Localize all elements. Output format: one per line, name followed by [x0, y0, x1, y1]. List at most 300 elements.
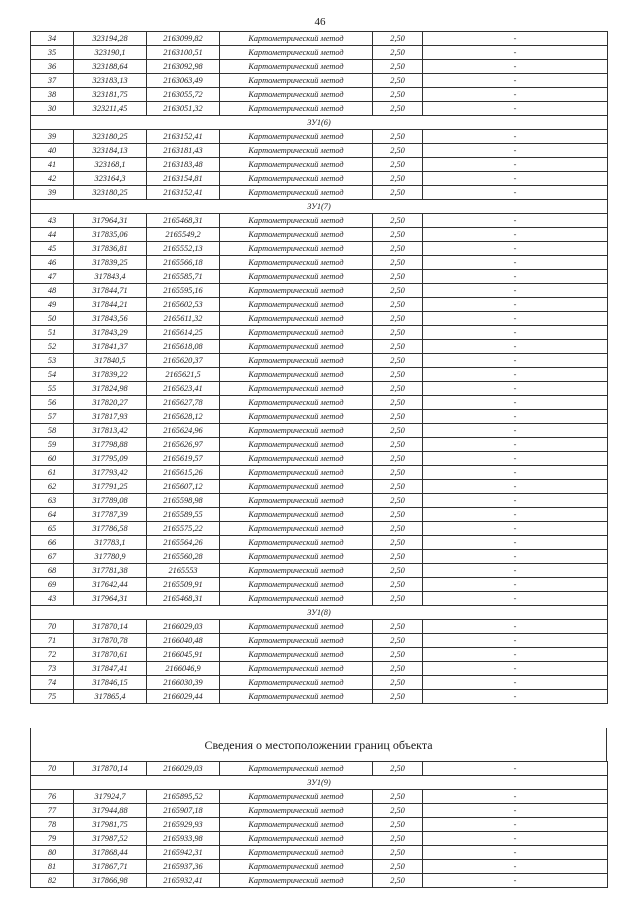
section-row — [31, 776, 608, 790]
point-number-cell: 52 — [31, 340, 74, 354]
y-coordinate-cell: 2165509,91 — [147, 578, 220, 592]
method-cell: Картометрический метод — [220, 818, 373, 832]
table-row — [31, 158, 608, 172]
point-number-cell: 61 — [31, 466, 74, 480]
x-coordinate-cell: 323183,13 — [74, 74, 147, 88]
y-coordinate-cell: 2165620,37 — [147, 354, 220, 368]
note-cell: - — [423, 144, 608, 158]
method-cell: Картометрический метод — [220, 550, 373, 564]
point-number-cell: 60 — [31, 452, 74, 466]
accuracy-cell: 2,50 — [373, 564, 423, 578]
point-number-cell: 67 — [31, 550, 74, 564]
section-label: ЗУ1(9) — [31, 776, 608, 790]
table-row — [31, 578, 608, 592]
note-cell: - — [423, 158, 608, 172]
x-coordinate-cell: 317870,14 — [74, 620, 147, 634]
method-cell: Картометрический метод — [220, 214, 373, 228]
point-number-cell: 76 — [31, 790, 74, 804]
accuracy-cell: 2,50 — [373, 662, 423, 676]
note-cell: - — [423, 818, 608, 832]
accuracy-cell: 2,50 — [373, 790, 423, 804]
x-coordinate-cell: 317843,4 — [74, 270, 147, 284]
point-number-cell: 50 — [31, 312, 74, 326]
note-cell: - — [423, 284, 608, 298]
method-cell: Картометрический метод — [220, 298, 373, 312]
y-coordinate-cell: 2163181,43 — [147, 144, 220, 158]
y-coordinate-cell: 2166029,03 — [147, 620, 220, 634]
accuracy-cell: 2,50 — [373, 578, 423, 592]
method-cell: Картометрический метод — [220, 228, 373, 242]
table-row — [31, 832, 608, 846]
method-cell: Картометрический метод — [220, 410, 373, 424]
y-coordinate-cell: 2165468,31 — [147, 592, 220, 606]
method-cell: Картометрический метод — [220, 860, 373, 874]
y-coordinate-cell: 2165615,26 — [147, 466, 220, 480]
y-coordinate-cell: 2165627,78 — [147, 396, 220, 410]
y-coordinate-cell: 2165932,41 — [147, 874, 220, 888]
table-row — [31, 424, 608, 438]
note-cell: - — [423, 648, 608, 662]
point-number-cell: 68 — [31, 564, 74, 578]
x-coordinate-cell: 323194,28 — [74, 32, 147, 46]
table-row — [31, 592, 608, 606]
method-cell: Картометрический метод — [220, 578, 373, 592]
x-coordinate-cell: 317793,42 — [74, 466, 147, 480]
table-row — [31, 860, 608, 874]
note-cell: - — [423, 480, 608, 494]
table-row — [31, 298, 608, 312]
note-cell: - — [423, 620, 608, 634]
y-coordinate-cell: 2165553 — [147, 564, 220, 578]
method-cell: Картометрический метод — [220, 536, 373, 550]
table-row — [31, 438, 608, 452]
point-number-cell: 45 — [31, 242, 74, 256]
x-coordinate-cell: 323190,1 — [74, 46, 147, 60]
note-cell: - — [423, 214, 608, 228]
x-coordinate-cell: 317835,06 — [74, 228, 147, 242]
x-coordinate-cell: 317846,15 — [74, 676, 147, 690]
y-coordinate-cell: 2165560,28 — [147, 550, 220, 564]
y-coordinate-cell: 2165626,97 — [147, 438, 220, 452]
note-cell: - — [423, 186, 608, 200]
table-row — [31, 144, 608, 158]
method-cell: Картометрический метод — [220, 46, 373, 60]
point-number-cell: 79 — [31, 832, 74, 846]
point-number-cell: 59 — [31, 438, 74, 452]
note-cell: - — [423, 550, 608, 564]
y-coordinate-cell: 2165623,41 — [147, 382, 220, 396]
accuracy-cell: 2,50 — [373, 186, 423, 200]
note-cell: - — [423, 466, 608, 480]
note-cell: - — [423, 228, 608, 242]
section-row — [31, 200, 608, 214]
accuracy-cell: 2,50 — [373, 284, 423, 298]
x-coordinate-cell: 317836,81 — [74, 242, 147, 256]
y-coordinate-cell: 2165607,12 — [147, 480, 220, 494]
note-cell: - — [423, 410, 608, 424]
point-number-cell: 49 — [31, 298, 74, 312]
method-cell: Картометрический метод — [220, 466, 373, 480]
method-cell: Картометрический метод — [220, 396, 373, 410]
x-coordinate-cell: 317924,7 — [74, 790, 147, 804]
point-number-cell: 40 — [31, 144, 74, 158]
accuracy-cell: 2,50 — [373, 158, 423, 172]
method-cell: Картометрический метод — [220, 804, 373, 818]
method-cell: Картометрический метод — [220, 158, 373, 172]
note-cell: - — [423, 354, 608, 368]
method-cell: Картометрический метод — [220, 32, 373, 46]
table-row — [31, 256, 608, 270]
point-number-cell: 56 — [31, 396, 74, 410]
method-cell: Картометрический метод — [220, 662, 373, 676]
method-cell: Картометрический метод — [220, 508, 373, 522]
table-row — [31, 620, 608, 634]
method-cell: Картометрический метод — [220, 256, 373, 270]
point-number-cell: 35 — [31, 46, 74, 60]
y-coordinate-cell: 2165895,52 — [147, 790, 220, 804]
table-row — [31, 648, 608, 662]
point-number-cell: 64 — [31, 508, 74, 522]
method-cell: Картометрический метод — [220, 270, 373, 284]
note-cell: - — [423, 242, 608, 256]
method-cell: Картометрический метод — [220, 676, 373, 690]
y-coordinate-cell: 2166030,39 — [147, 676, 220, 690]
point-number-cell: 75 — [31, 690, 74, 704]
y-coordinate-cell: 2163092,98 — [147, 60, 220, 74]
accuracy-cell: 2,50 — [373, 860, 423, 874]
x-coordinate-cell: 317844,71 — [74, 284, 147, 298]
y-coordinate-cell: 2163100,51 — [147, 46, 220, 60]
method-cell: Картометрический метод — [220, 438, 373, 452]
method-cell: Картометрический метод — [220, 172, 373, 186]
y-coordinate-cell: 2163063,49 — [147, 74, 220, 88]
method-cell: Картометрический метод — [220, 284, 373, 298]
method-cell: Картометрический метод — [220, 382, 373, 396]
table-row — [31, 762, 608, 776]
y-coordinate-cell: 2166040,48 — [147, 634, 220, 648]
x-coordinate-cell: 317843,56 — [74, 312, 147, 326]
section-label: ЗУ1(7) — [31, 200, 608, 214]
accuracy-cell: 2,50 — [373, 102, 423, 116]
y-coordinate-cell: 2165619,57 — [147, 452, 220, 466]
table-row — [31, 874, 608, 888]
method-cell: Картометрический метод — [220, 74, 373, 88]
note-cell: - — [423, 804, 608, 818]
accuracy-cell: 2,50 — [373, 846, 423, 860]
x-coordinate-cell: 317787,39 — [74, 508, 147, 522]
point-number-cell: 69 — [31, 578, 74, 592]
note-cell: - — [423, 762, 608, 776]
x-coordinate-cell: 317981,75 — [74, 818, 147, 832]
x-coordinate-cell: 317844,21 — [74, 298, 147, 312]
x-coordinate-cell: 317987,52 — [74, 832, 147, 846]
table-row — [31, 172, 608, 186]
method-cell: Картометрический метод — [220, 634, 373, 648]
note-cell: - — [423, 690, 608, 704]
table-row — [31, 522, 608, 536]
point-number-cell: 37 — [31, 74, 74, 88]
table-row — [31, 228, 608, 242]
note-cell: - — [423, 676, 608, 690]
y-coordinate-cell: 2166045,91 — [147, 648, 220, 662]
point-number-cell: 57 — [31, 410, 74, 424]
accuracy-cell: 2,50 — [373, 832, 423, 846]
accuracy-cell: 2,50 — [373, 312, 423, 326]
point-number-cell: 30 — [31, 102, 74, 116]
note-cell: - — [423, 312, 608, 326]
accuracy-cell: 2,50 — [373, 32, 423, 46]
point-number-cell: 53 — [31, 354, 74, 368]
table-row — [31, 242, 608, 256]
accuracy-cell: 2,50 — [373, 550, 423, 564]
y-coordinate-cell: 2165618,08 — [147, 340, 220, 354]
accuracy-cell: 2,50 — [373, 144, 423, 158]
method-cell: Картометрический метод — [220, 832, 373, 846]
accuracy-cell: 2,50 — [373, 466, 423, 480]
table-row — [31, 74, 608, 88]
point-number-cell: 51 — [31, 326, 74, 340]
table-row — [31, 46, 608, 60]
note-cell: - — [423, 368, 608, 382]
y-coordinate-cell: 2165621,5 — [147, 368, 220, 382]
x-coordinate-cell: 317798,88 — [74, 438, 147, 452]
x-coordinate-cell: 317813,42 — [74, 424, 147, 438]
point-number-cell: 44 — [31, 228, 74, 242]
accuracy-cell: 2,50 — [373, 592, 423, 606]
accuracy-cell: 2,50 — [373, 382, 423, 396]
x-coordinate-cell: 323211,45 — [74, 102, 147, 116]
x-coordinate-cell: 317870,78 — [74, 634, 147, 648]
method-cell: Картометрический метод — [220, 102, 373, 116]
method-cell: Картометрический метод — [220, 340, 373, 354]
table-row — [31, 452, 608, 466]
x-coordinate-cell: 317867,71 — [74, 860, 147, 874]
table-row — [31, 480, 608, 494]
method-cell: Картометрический метод — [220, 88, 373, 102]
y-coordinate-cell: 2165564,26 — [147, 536, 220, 550]
table-row — [31, 326, 608, 340]
note-cell: - — [423, 60, 608, 74]
accuracy-cell: 2,50 — [373, 88, 423, 102]
note-cell: - — [423, 88, 608, 102]
y-coordinate-cell: 2165907,18 — [147, 804, 220, 818]
note-cell: - — [423, 452, 608, 466]
point-number-cell: 66 — [31, 536, 74, 550]
table-row — [31, 550, 608, 564]
x-coordinate-cell: 317870,61 — [74, 648, 147, 662]
accuracy-cell: 2,50 — [373, 818, 423, 832]
point-number-cell: 63 — [31, 494, 74, 508]
note-cell: - — [423, 536, 608, 550]
x-coordinate-cell: 317786,58 — [74, 522, 147, 536]
y-coordinate-cell: 2165549,2 — [147, 228, 220, 242]
x-coordinate-cell: 317817,93 — [74, 410, 147, 424]
accuracy-cell: 2,50 — [373, 438, 423, 452]
table-row — [31, 270, 608, 284]
point-number-cell: 54 — [31, 368, 74, 382]
table-row — [31, 804, 608, 818]
note-cell: - — [423, 860, 608, 874]
method-cell: Картометрический метод — [220, 620, 373, 634]
note-cell: - — [423, 564, 608, 578]
note-cell: - — [423, 508, 608, 522]
point-number-cell: 55 — [31, 382, 74, 396]
note-cell: - — [423, 424, 608, 438]
point-number-cell: 73 — [31, 662, 74, 676]
x-coordinate-cell: 323184,13 — [74, 144, 147, 158]
accuracy-cell: 2,50 — [373, 242, 423, 256]
x-coordinate-cell: 317843,29 — [74, 326, 147, 340]
method-cell: Картометрический метод — [220, 874, 373, 888]
note-cell: - — [423, 382, 608, 396]
point-number-cell: 34 — [31, 32, 74, 46]
table-row — [31, 662, 608, 676]
x-coordinate-cell: 317781,38 — [74, 564, 147, 578]
y-coordinate-cell: 2166046,9 — [147, 662, 220, 676]
point-number-cell: 42 — [31, 172, 74, 186]
coordinates-table-continuation — [30, 761, 608, 888]
accuracy-cell: 2,50 — [373, 494, 423, 508]
accuracy-cell: 2,50 — [373, 256, 423, 270]
accuracy-cell: 2,50 — [373, 620, 423, 634]
note-cell: - — [423, 298, 608, 312]
x-coordinate-cell: 323168,1 — [74, 158, 147, 172]
accuracy-cell: 2,50 — [373, 46, 423, 60]
y-coordinate-cell: 2166029,44 — [147, 690, 220, 704]
note-cell: - — [423, 172, 608, 186]
table-row — [31, 340, 608, 354]
y-coordinate-cell: 2165937,36 — [147, 860, 220, 874]
note-cell: - — [423, 494, 608, 508]
x-coordinate-cell: 317791,25 — [74, 480, 147, 494]
table-row — [31, 130, 608, 144]
y-coordinate-cell: 2163183,48 — [147, 158, 220, 172]
note-cell: - — [423, 130, 608, 144]
x-coordinate-cell: 317870,14 — [74, 762, 147, 776]
accuracy-cell: 2,50 — [373, 690, 423, 704]
accuracy-cell: 2,50 — [373, 340, 423, 354]
method-cell: Картометрический метод — [220, 564, 373, 578]
point-number-cell: 38 — [31, 88, 74, 102]
y-coordinate-cell: 2165614,25 — [147, 326, 220, 340]
x-coordinate-cell: 323180,25 — [74, 130, 147, 144]
x-coordinate-cell: 317783,1 — [74, 536, 147, 550]
accuracy-cell: 2,50 — [373, 214, 423, 228]
table-row — [31, 102, 608, 116]
table-row — [31, 368, 608, 382]
point-number-cell: 39 — [31, 130, 74, 144]
accuracy-cell: 2,50 — [373, 648, 423, 662]
x-coordinate-cell: 317964,31 — [74, 214, 147, 228]
table-row — [31, 790, 608, 804]
y-coordinate-cell: 2163154,81 — [147, 172, 220, 186]
accuracy-cell: 2,50 — [373, 228, 423, 242]
table-row — [31, 818, 608, 832]
accuracy-cell: 2,50 — [373, 74, 423, 88]
y-coordinate-cell: 2165611,32 — [147, 312, 220, 326]
method-cell: Картометрический метод — [220, 312, 373, 326]
page-number: 46 — [314, 16, 326, 28]
section-label: ЗУ1(8) — [31, 606, 608, 620]
x-coordinate-cell: 317789,08 — [74, 494, 147, 508]
x-coordinate-cell: 317840,5 — [74, 354, 147, 368]
table-row — [31, 382, 608, 396]
point-number-cell: 72 — [31, 648, 74, 662]
y-coordinate-cell: 2163055,72 — [147, 88, 220, 102]
y-coordinate-cell: 2165598,98 — [147, 494, 220, 508]
accuracy-cell: 2,50 — [373, 130, 423, 144]
method-cell: Картометрический метод — [220, 424, 373, 438]
y-coordinate-cell: 2165575,22 — [147, 522, 220, 536]
note-cell: - — [423, 578, 608, 592]
x-coordinate-cell: 323164,3 — [74, 172, 147, 186]
point-number-cell: 41 — [31, 158, 74, 172]
note-cell: - — [423, 522, 608, 536]
point-number-cell: 70 — [31, 762, 74, 776]
method-cell: Картометрический метод — [220, 648, 373, 662]
method-cell: Картометрический метод — [220, 354, 373, 368]
x-coordinate-cell: 323180,25 — [74, 186, 147, 200]
accuracy-cell: 2,50 — [373, 270, 423, 284]
x-coordinate-cell: 317841,37 — [74, 340, 147, 354]
note-cell: - — [423, 790, 608, 804]
y-coordinate-cell: 2165628,12 — [147, 410, 220, 424]
note-cell: - — [423, 592, 608, 606]
accuracy-cell: 2,50 — [373, 424, 423, 438]
x-coordinate-cell: 317824,98 — [74, 382, 147, 396]
point-number-cell: 82 — [31, 874, 74, 888]
table-row — [31, 634, 608, 648]
y-coordinate-cell: 2165566,18 — [147, 256, 220, 270]
method-cell: Картометрический метод — [220, 242, 373, 256]
y-coordinate-cell: 2165468,31 — [147, 214, 220, 228]
section-heading: Сведения о местоположении границ объекта — [30, 728, 607, 762]
y-coordinate-cell: 2163152,41 — [147, 186, 220, 200]
section-row — [31, 116, 608, 130]
accuracy-cell: 2,50 — [373, 874, 423, 888]
point-number-cell: 77 — [31, 804, 74, 818]
y-coordinate-cell: 2165624,96 — [147, 424, 220, 438]
y-coordinate-cell: 2163051,32 — [147, 102, 220, 116]
table-row — [31, 312, 608, 326]
table-row — [31, 284, 608, 298]
y-coordinate-cell: 2165589,55 — [147, 508, 220, 522]
table-row — [31, 396, 608, 410]
method-cell: Картометрический метод — [220, 592, 373, 606]
point-number-cell: 71 — [31, 634, 74, 648]
x-coordinate-cell: 317868,44 — [74, 846, 147, 860]
accuracy-cell: 2,50 — [373, 60, 423, 74]
y-coordinate-cell: 2163099,82 — [147, 32, 220, 46]
y-coordinate-cell: 2165585,71 — [147, 270, 220, 284]
method-cell: Картометрический метод — [220, 326, 373, 340]
point-number-cell: 74 — [31, 676, 74, 690]
accuracy-cell: 2,50 — [373, 172, 423, 186]
section-label: ЗУ1(6) — [31, 116, 608, 130]
note-cell: - — [423, 102, 608, 116]
point-number-cell: 78 — [31, 818, 74, 832]
table-row — [31, 846, 608, 860]
point-number-cell: 48 — [31, 284, 74, 298]
accuracy-cell: 2,50 — [373, 804, 423, 818]
method-cell: Картометрический метод — [220, 144, 373, 158]
note-cell: - — [423, 846, 608, 860]
note-cell: - — [423, 634, 608, 648]
accuracy-cell: 2,50 — [373, 396, 423, 410]
method-cell: Картометрический метод — [220, 690, 373, 704]
accuracy-cell: 2,50 — [373, 326, 423, 340]
note-cell: - — [423, 270, 608, 284]
